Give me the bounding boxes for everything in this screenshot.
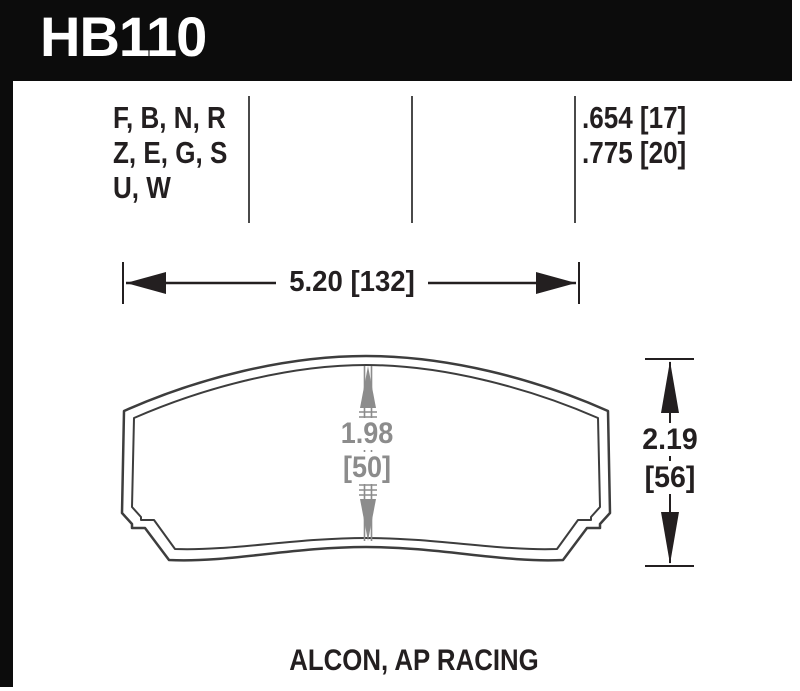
depth-dim-down-arrow xyxy=(360,499,376,541)
height-inches-label: 2.19 xyxy=(636,423,704,456)
compound-letters-line-3: U, W xyxy=(113,170,171,205)
caliper-application-label: ALCON, AP RACING xyxy=(289,644,539,677)
width-dim-right-arrow xyxy=(536,272,576,294)
spec-dividers xyxy=(249,96,575,223)
width-dimension-label: 5.20 [132] xyxy=(276,266,428,299)
depth-millimeters-label: [50] xyxy=(327,452,408,484)
height-dim-down-arrow xyxy=(661,512,679,564)
left-border-bar xyxy=(0,0,13,687)
part-number: HB110 xyxy=(40,5,207,68)
height-dim-up-arrow xyxy=(661,361,679,413)
depth-dim-up-arrow xyxy=(360,366,376,408)
pad-thickness-value-2: .775 [20] xyxy=(582,135,687,170)
width-dim-left-arrow xyxy=(126,272,166,294)
compound-letters-line-2: Z, E, G, S xyxy=(113,135,228,170)
compound-letters-line-1: F, B, N, R xyxy=(113,100,226,135)
pad-thickness-value-1: .654 [17] xyxy=(582,100,687,135)
depth-inches-label: 1.98 xyxy=(327,418,408,450)
height-millimeters-label: [56] xyxy=(636,461,704,494)
